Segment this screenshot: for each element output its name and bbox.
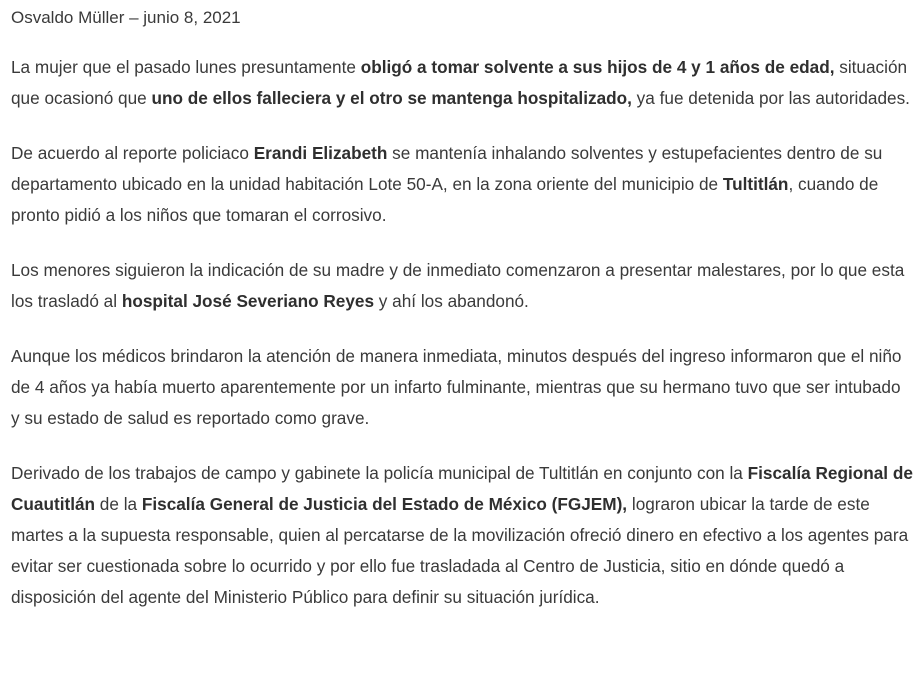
paragraph-text: y ahí los abandonó. — [374, 291, 529, 311]
paragraph-text: ya fue detenida por las autoridades. — [631, 88, 910, 108]
paragraph-5 — [11, 458, 913, 613]
byline-separator: – — [124, 8, 144, 27]
paragraph-highlight: obligó a tomar solvente a sus hijos de 4 y 1 años de edad, — [360, 57, 835, 77]
paragraph-text: Aunque los médicos brindaron la atención de manera inmediata, minutos después del ingreso informaron que el niño de 4 años ya había muerto aparentemente por un infarto fulminante, mientras que su hermano tuvo que ser intubado y su estado de salud es reportado como grave. — [11, 346, 902, 428]
paragraph-1 — [11, 52, 913, 114]
paragraph-text: Derivado de los trabajos de campo y gabinete la policía municipal de Tultitlán en conjunto con la — [11, 463, 748, 483]
paragraph-highlight: Tultitlán — [722, 174, 789, 194]
paragraph-text: De acuerdo al reporte policiaco — [11, 143, 254, 163]
paragraph-highlight: Erandi Elizabeth — [253, 143, 388, 163]
paragraph-3 — [11, 255, 913, 317]
paragraph-highlight: Fiscalía Regional de Cuautitlán — [11, 463, 913, 514]
paragraph-text: Los menores siguieron la indicación de su madre y de inmediato comenzaron a presentar malestares, por lo que esta los trasladó al — [11, 260, 905, 311]
author-name[interactable]: Osvaldo Müller — [11, 8, 125, 27]
paragraph-highlight: uno de ellos falleciera y el otro se mantenga hospitalizado, — [151, 88, 632, 108]
paragraph-highlight: hospital José Severiano Reyes — [121, 291, 375, 311]
paragraph-2 — [11, 138, 913, 231]
paragraph-4 — [11, 341, 913, 434]
paragraph-text: de la — [95, 494, 142, 514]
byline — [11, 5, 913, 30]
paragraph-text: La mujer que el pasado lunes presuntamente — [11, 57, 361, 77]
paragraph-text: situación que ocasionó que — [11, 57, 908, 108]
publish-date: junio 8, 2021 — [143, 8, 241, 27]
paragraph-highlight: Fiscalía General de Justicia del Estado de México (FGJEM), — [141, 494, 628, 514]
paragraph-text: se mantenía inhalando solventes y estupefacientes dentro de su departamento ubicado en la unidad habitación Lote 50-A, en la zona oriente del municipio de — [11, 143, 883, 194]
paragraph-text: , cuando de pronto pidió a los niños que tomaran el corrosivo. — [11, 174, 879, 225]
paragraph-text: lograron ubicar la tarde de este martes a la supuesta responsable, quien al percatarse de la movilización ofreció dinero en efectivo a los agentes para evitar ser cuestionada sobre lo ocurrido y por ello fue trasladada al Centro de Justicia, sitio en dónde quedó a disposición del agente del Ministerio Público para definir su situación jurídica. — [11, 494, 909, 607]
